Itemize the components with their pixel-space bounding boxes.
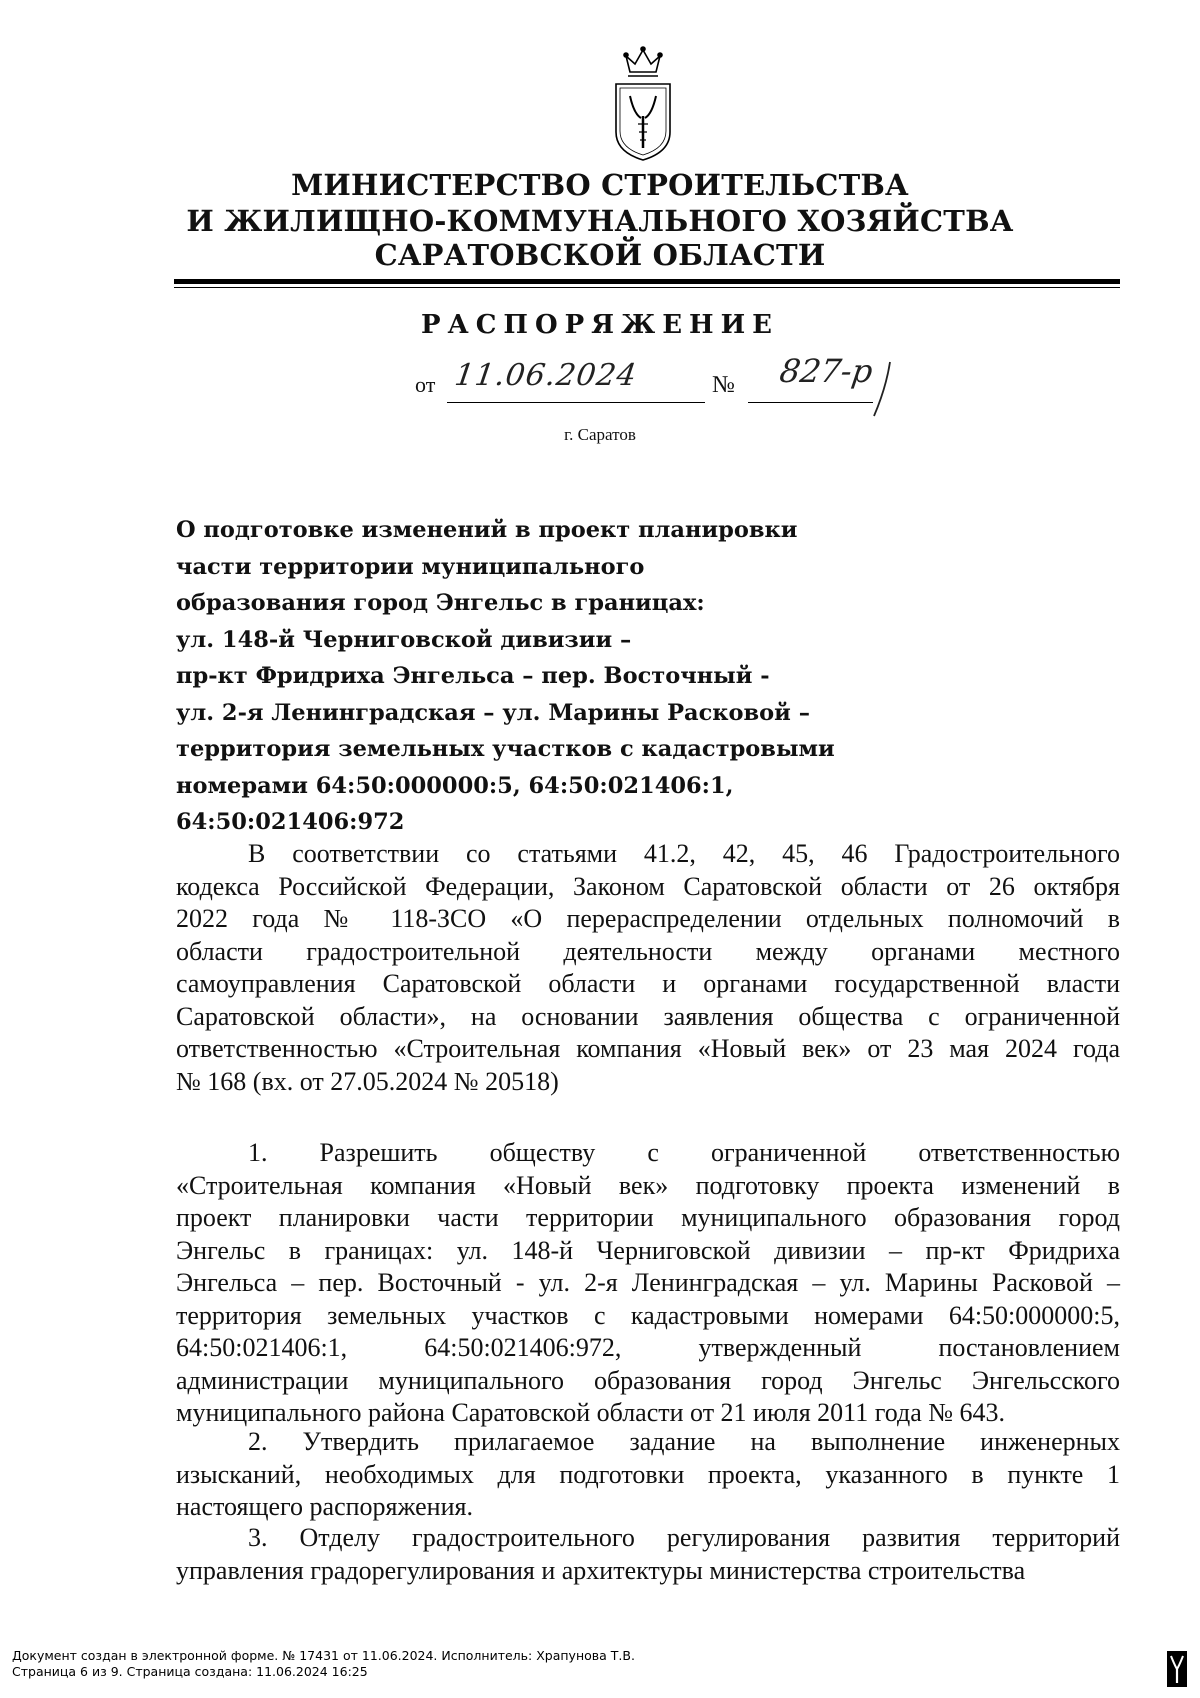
handwritten-number: 827-р	[777, 352, 876, 390]
text-line: настоящего распоряжения.	[176, 1492, 473, 1521]
text-line: 2. Утвердить прилагаемое задание на выполнение инженерных	[248, 1427, 1120, 1456]
header-divider-thick	[174, 279, 1120, 284]
electronic-document-footer	[12, 1648, 635, 1680]
document-type-title: РАСПОРЯЖЕНИЕ	[421, 310, 779, 340]
subject-line: образования город Энгельс в границах:	[176, 590, 705, 616]
number-underline	[748, 402, 873, 403]
text-line: Саратовской области», на основании заявления общества с ограниченной	[176, 1001, 1120, 1031]
text-line: «Строительная компания «Новый век» подготовку проекта изменений в	[176, 1170, 1120, 1200]
text-line: муниципального района Саратовской области от 21 июля 2011 года № 643.	[176, 1398, 1006, 1427]
text-line: проект планировки части территории муниципального образования город	[176, 1203, 1120, 1232]
text-line: администрации муниципального образования город Энгельс Энгельсского	[176, 1365, 1120, 1395]
text-line: территория земельных участков с кадастровыми номерами 64:50:000000:5,	[176, 1300, 1120, 1330]
item-1-paragraph	[176, 1137, 1120, 1430]
subject-line: части территории муниципального	[176, 553, 645, 580]
text-line: самоуправления Саратовской области и органами государственной власти	[176, 969, 1120, 998]
text-line: 3. Отделу градостроительного регулирования развития территорий	[248, 1523, 1120, 1552]
ministry-name-line-3: САРАТОВСКОЙ ОБЛАСТИ	[374, 238, 826, 272]
subject-line: номерами 64:50:000000:5, 64:50:021406:1,	[176, 772, 734, 799]
city-name: г. Саратов	[564, 425, 636, 444]
text-line: изысканий, необходимых для подготовки проекта, указанного в пункте 1	[176, 1459, 1120, 1489]
item-2-paragraph	[176, 1426, 1120, 1524]
footer-line-2: Страница 6 из 9. Страница создана: 11.06.2024 16:25	[12, 1664, 368, 1679]
text-line: кодекса Российской Федерации, Законом Саратовской области от 26 октября	[176, 871, 1120, 901]
saratov-emblem-mini-icon	[1166, 1650, 1188, 1688]
subject-line: ул. 148-й Черниговской дивизии –	[176, 626, 632, 653]
text-line: 1. Разрешить обществу с ограниченной ответственностью	[248, 1138, 1120, 1167]
subject-line: территория земельных участков с кадастровыми	[176, 736, 835, 762]
handwritten-stroke-icon	[860, 360, 900, 420]
date-underline	[447, 402, 705, 403]
text-line: 2022 года № 118-ЗСО «О перераспределении отдельных полномочий в	[176, 904, 1120, 933]
text-line: Энгельс в границах: ул. 148-й Черниговской дивизии – пр-кт Фридриха	[176, 1235, 1120, 1265]
text-line: № 168 (вх. от 27.05.2024 № 20518)	[176, 1066, 559, 1096]
text-line: ответственностью «Строительная компания «Новый век» от 23 мая 2024 года	[176, 1034, 1120, 1063]
text-line: 64:50:021406:1, 64:50:021406:972, утвержденный постановлением	[176, 1333, 1120, 1362]
text-line: области градостроительной деятельности между органами местного	[176, 936, 1120, 966]
number-prefix: №	[712, 372, 735, 398]
footer-line-1: Документ создан в электронной форме. № 17431 от 11.06.2024. Исполнитель: Храпунова Т.В.	[12, 1648, 635, 1663]
text-line: управления градорегулирования и архитектуры министерства строительства	[176, 1555, 1026, 1585]
ministry-name-line-2: И ЖИЛИЩНО-КОММУНАЛЬНОГО ХОЗЯЙСТВА	[186, 204, 1014, 238]
ministry-name-line-1: МИНИСТЕРСТВО СТРОИТЕЛЬСТВА	[291, 168, 909, 202]
text-line: В соответствии со статьями 41.2, 42, 45, 46 Градостроительного	[248, 839, 1120, 868]
saratov-coat-of-arms-icon	[608, 44, 678, 164]
subject-line: пр-кт Фридриха Энгельса – пер. Восточный -	[176, 663, 770, 689]
date-prefix: от	[415, 372, 436, 397]
subject-line: О подготовке изменений в проект планировки	[176, 517, 798, 543]
subject-line: ул. 2-я Ленинградская – ул. Марины Расковой –	[176, 699, 810, 726]
subject-line: 64:50:021406:972	[176, 809, 405, 835]
text-line: Энгельса – пер. Восточный - ул. 2-я Ленинградская – ул. Марины Расковой –	[176, 1268, 1120, 1297]
document-subject	[176, 512, 876, 841]
header-divider-thin	[174, 287, 1120, 288]
preamble-paragraph	[176, 838, 1120, 1098]
item-3-paragraph	[176, 1522, 1120, 1587]
handwritten-date: 11.06.2024	[452, 358, 640, 393]
